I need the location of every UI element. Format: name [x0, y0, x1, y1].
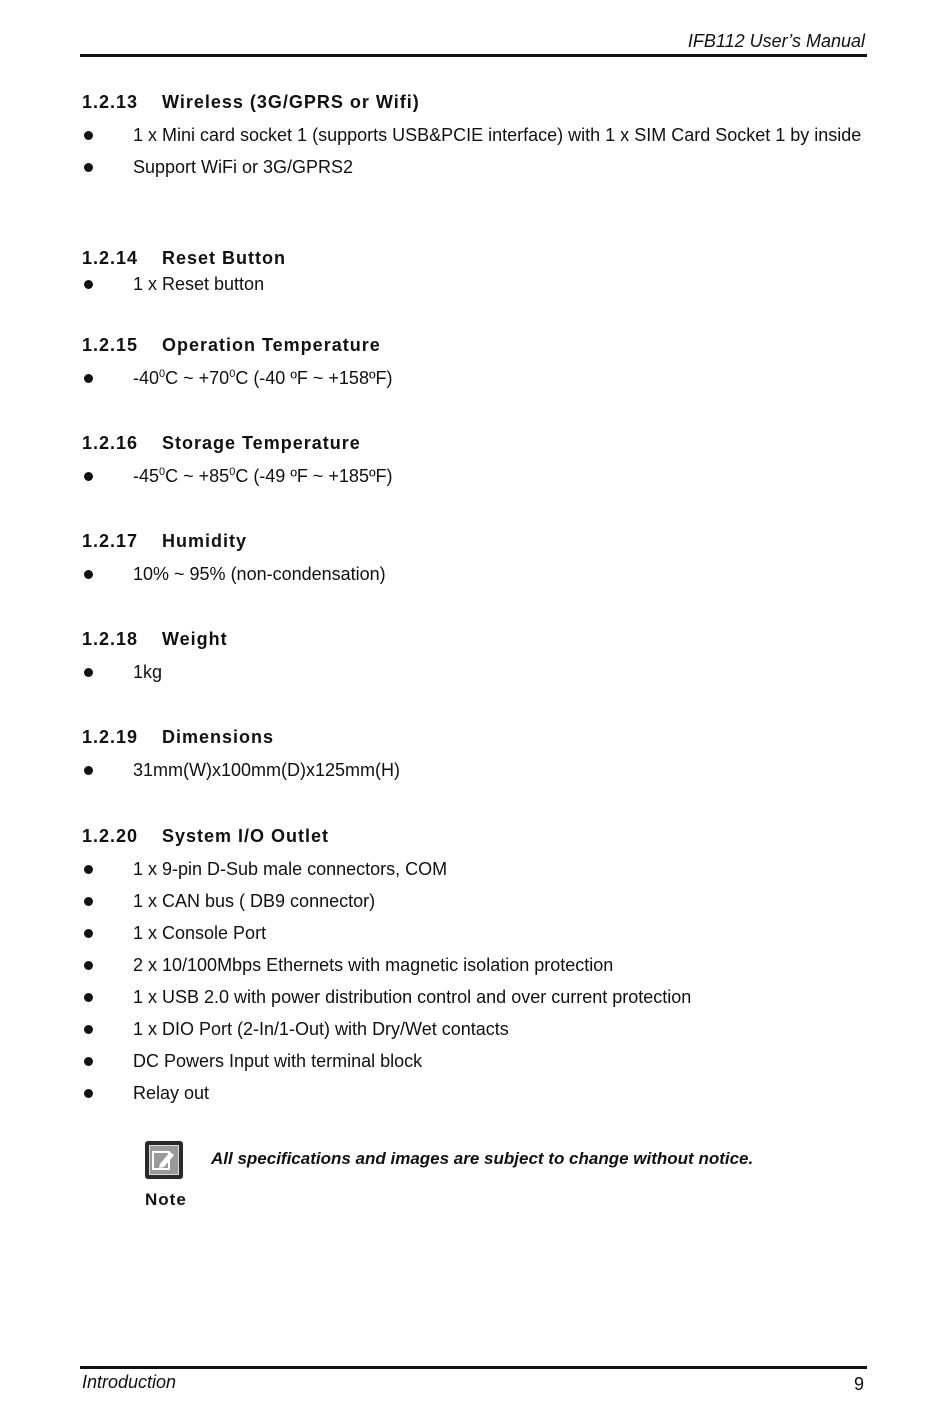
bullet-list: [82, 757, 862, 783]
section-heading: [82, 248, 862, 269]
degree-superscript: 0: [229, 368, 236, 380]
section-operation-temperature: [82, 335, 862, 391]
section-reset-button: [82, 248, 862, 297]
list-item-text: 1 x CAN bus ( DB9 connector): [133, 891, 376, 911]
section-heading: [82, 826, 862, 847]
section-title: Wireless (3G/GPRS or Wifi): [162, 92, 420, 112]
section-title: Dimensions: [162, 727, 275, 747]
temp-text: C ~ +70: [165, 368, 230, 388]
degree-superscript: 0: [159, 466, 166, 478]
list-item-text: 1 x Reset button: [133, 274, 265, 294]
list-item-text: 1kg: [133, 662, 163, 682]
list-item-text: 10% ~ 95% (non-condensation): [133, 564, 386, 584]
section-number: 1.2.13: [82, 92, 139, 112]
bullet-icon: [84, 163, 93, 172]
list-item: [82, 1080, 862, 1106]
section-heading: [82, 629, 862, 650]
list-item: [82, 659, 862, 685]
running-header: IFB112 User’s Manual: [687, 31, 865, 51]
list-item: [82, 154, 862, 180]
temp-text: -45: [133, 466, 160, 486]
list-item-text: 1 x Mini card socket 1 (supports USB&PCIE interface) with 1 x SIM Card Socket 1 by inside: [133, 125, 862, 145]
list-item-text: 1 x Console Port: [133, 923, 267, 943]
section-number: 1.2.16: [82, 433, 139, 453]
footer-rule: [80, 1366, 867, 1369]
section-title: Operation Temperature: [162, 335, 381, 355]
section-system-io-outlet: [82, 826, 862, 1106]
page-number: 9: [853, 1374, 864, 1394]
bullet-list: [82, 561, 862, 587]
bullet-list: [82, 463, 862, 489]
list-item: [82, 365, 862, 391]
section-heading: [82, 92, 862, 113]
bullet-icon: [84, 961, 93, 970]
header-rule: [80, 54, 867, 57]
note-block: [145, 1141, 187, 1209]
temp-text: -40: [133, 368, 160, 388]
bullet-icon: [84, 570, 93, 579]
section-humidity: [82, 531, 862, 587]
bullet-icon: [84, 131, 93, 140]
section-heading: [82, 433, 862, 454]
bullet-icon: [84, 472, 93, 481]
section-number: 1.2.19: [82, 727, 139, 747]
degree-superscript: 0: [159, 368, 166, 380]
list-item: [82, 952, 862, 978]
list-item: [82, 856, 862, 882]
bullet-icon: [84, 280, 93, 289]
temp-text: C (-40 ºF ~ +158ºF): [235, 368, 393, 388]
list-item-text: 2 x 10/100Mbps Ethernets with magnetic isolation protection: [133, 955, 614, 975]
bullet-list: [82, 122, 862, 180]
section-heading: [82, 531, 862, 552]
list-item-text: Support WiFi or 3G/GPRS2: [133, 157, 354, 177]
section-number: 1.2.15: [82, 335, 139, 355]
bullet-list: [82, 365, 862, 391]
section-title: Storage Temperature: [162, 433, 361, 453]
section-title: Weight: [162, 629, 228, 649]
list-item: [82, 271, 862, 297]
section-weight: [82, 629, 862, 685]
note-text: All specifications and images are subject to change without notice.: [211, 1149, 754, 1168]
list-item: [82, 757, 862, 783]
section-heading: [82, 727, 862, 748]
bullet-icon: [84, 897, 93, 906]
list-item-text: 1 x DIO Port (2-In/1-Out) with Dry/Wet contacts: [133, 1019, 509, 1039]
list-item: [82, 888, 862, 914]
bullet-icon: [84, 1057, 93, 1066]
note-label: Note: [145, 1190, 187, 1209]
list-item: [82, 1048, 862, 1074]
bullet-list: [82, 659, 862, 685]
degree-superscript: 0: [229, 466, 236, 478]
section-number: 1.2.17: [82, 531, 139, 551]
list-item-text: 1 x 9-pin D-Sub male connectors, COM: [133, 859, 448, 879]
list-item: [82, 122, 862, 148]
section-title: Humidity: [162, 531, 248, 551]
bullet-icon: [84, 1025, 93, 1034]
bullet-icon: [84, 993, 93, 1002]
bullet-icon: [84, 929, 93, 938]
temp-text: C (-49 ºF ~ +185ºF): [235, 466, 393, 486]
section-dimensions: [82, 727, 862, 783]
bullet-icon: [84, 865, 93, 874]
list-item: [82, 984, 862, 1010]
list-item-text: 31mm(W)x100mm(D)x125mm(H): [133, 760, 401, 780]
list-item: [82, 463, 862, 489]
bullet-icon: [84, 1089, 93, 1098]
section-wireless: [82, 92, 862, 180]
list-item-text: Relay out: [133, 1083, 210, 1103]
list-item-text: 1 x USB 2.0 with power distribution control and over current protection: [133, 987, 692, 1007]
bullet-icon: [84, 766, 93, 775]
bullet-list: [82, 856, 862, 1106]
note-pencil-icon: [145, 1141, 183, 1179]
section-heading: [82, 335, 862, 356]
bullet-list: [82, 271, 862, 297]
section-storage-temperature: [82, 433, 862, 489]
section-number: 1.2.20: [82, 826, 139, 846]
temp-text: C ~ +85: [165, 466, 230, 486]
section-title: Reset Button: [162, 248, 286, 268]
list-item: [82, 920, 862, 946]
footer-section: Introduction: [82, 1372, 177, 1392]
bullet-icon: [84, 374, 93, 383]
list-item-text: DC Powers Input with terminal block: [133, 1051, 423, 1071]
list-item: [82, 561, 862, 587]
section-number: 1.2.18: [82, 629, 139, 649]
list-item: [82, 1016, 862, 1042]
section-title: System I/O Outlet: [162, 826, 330, 846]
bullet-icon: [84, 668, 93, 677]
section-number: 1.2.14: [82, 248, 139, 268]
